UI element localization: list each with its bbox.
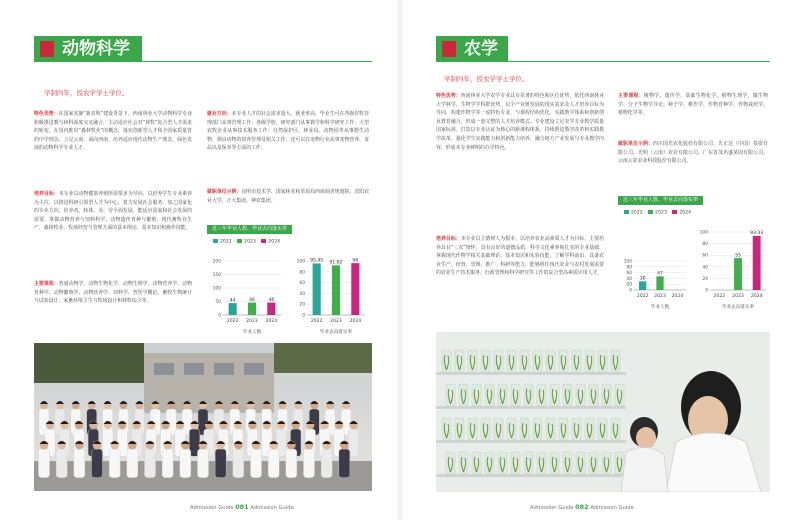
right-feature-paragraph [436, 92, 604, 152]
right-graduates-chart [618, 224, 690, 312]
right-course-paragraph [618, 92, 768, 118]
legend-swatch-2024 [672, 210, 677, 214]
value-label: 93.33 [750, 231, 764, 237]
shelf [436, 474, 626, 477]
right-page-title: 农学 [464, 39, 498, 59]
person-body [251, 449, 262, 478]
y-tick-label: 40 [299, 291, 305, 297]
y-tick-label: 20 [626, 282, 632, 288]
lab-photo-illustration [436, 332, 770, 492]
left-feature-paragraph [34, 110, 192, 153]
y-tick-label: 60 [626, 271, 632, 277]
person-body [109, 449, 120, 478]
paragraph-label: 培养目标： [436, 236, 461, 242]
footer-text: Admission Guide [190, 505, 234, 511]
bar [248, 303, 256, 315]
left-employer-paragraph [207, 188, 369, 205]
paragraph-label: 培养目标： [34, 191, 59, 197]
value-label: 46 [268, 297, 275, 303]
bar [313, 263, 321, 315]
x-axis-label: 毕业去向落实率 [319, 330, 353, 335]
person-body [74, 449, 85, 478]
y-tick-label: 60 [299, 281, 305, 287]
right-page [400, 0, 800, 520]
left-footer [190, 503, 294, 511]
x-tick-label: 2022 [226, 319, 239, 324]
bar [734, 258, 742, 290]
paragraph-text: 在国家实施“新农科”建设背景下，西南林业大学动物科学专业积极推进教与林科深度交叉融合，主动适应社会对“林牧”复合型人才需求的转变，在国内推出“森林牧业”的概念，落实创新型人才和全国家质量育的中学理念，立足云南，面向西南，培养适应现代动物生产理念，绿色发展的动物科学专业人才。 [34, 111, 192, 152]
person-body [233, 449, 244, 478]
legend-label: 2022 [220, 239, 232, 245]
value-label: 47 [657, 271, 663, 277]
person-body [215, 449, 226, 478]
legend-swatch-2022 [213, 239, 218, 243]
paragraph-text: 植物学、遗传学、基础生物化学、植物生理学、微生物学、分子生物学导论、种子学、耕作学、作物育种学、作物栽培学、植物化学等。 [618, 93, 768, 117]
value-label: 91.82 [329, 260, 343, 266]
red-block-icon [442, 41, 456, 57]
left-graduates-chart [207, 253, 285, 337]
legend-swatch-2023 [648, 210, 653, 214]
person-body [339, 449, 350, 478]
x-tick-label: 2024 [349, 319, 362, 324]
value-label: 55 [735, 253, 741, 259]
y-tick-label: 100 [623, 259, 632, 265]
bar [639, 281, 646, 290]
bar [229, 303, 237, 315]
x-tick-label: 2024 [265, 319, 278, 324]
x-tick-label: 2022 [713, 294, 726, 299]
paragraph-label: 主要课程： [618, 93, 644, 99]
bar [656, 276, 663, 290]
person-body [145, 449, 156, 478]
y-tick-label: 200 [212, 259, 221, 265]
x-tick-label: 2023 [654, 294, 666, 299]
legend-swatch-2024 [261, 239, 266, 243]
person-body [286, 449, 297, 478]
bar [351, 263, 359, 315]
left-chart-header: 近三年毕业人数、毕业去向落实率 [207, 225, 292, 234]
lab-photo [436, 332, 770, 492]
left-career-paragraph [207, 110, 369, 153]
left-course-paragraph [34, 280, 192, 306]
footer-text: Admission Guide [250, 505, 294, 511]
y-tick-label: 80 [626, 265, 632, 271]
paragraph-label: 就职单位示例： [207, 189, 242, 195]
value-label: 30 [639, 276, 646, 282]
right-subtitle: 学制四年，授农学学士学位。 [444, 75, 529, 83]
y-tick-label: 0 [218, 313, 221, 319]
right-title-rule [508, 61, 770, 62]
left-page-number: 081 [235, 503, 249, 511]
y-tick-label: 100 [212, 286, 221, 292]
person-body [268, 449, 279, 478]
x-tick-label: 2022 [310, 319, 323, 324]
left-chart-box [207, 225, 372, 340]
y-tick-label: 100 [296, 259, 305, 265]
x-tick-label: 2023 [246, 319, 258, 324]
paragraph-text: 西南林业大学农学专业具有显著的特色和区位优势，依托西南林业大学林学、生物学学科群优势，以全产业链发展的现实需求及人才培养目标为导向，构建作物学等一流特色专业，与课程结构优化、实践教学体系和创新创业教育融合，形成一套完整的人才培养模式。专业建设立足农学专业教学质量国家标准，打造以专业认证为核心的新课程体系，持续推进教学改革和实践教学改革，强化学生实践能力和创新能力培养，融合地方产业发展与专业教学内容，形成本专业鲜明的办学特色。 [436, 93, 604, 151]
legend-swatch-2023 [237, 239, 242, 243]
left-placement-rate-chart [291, 253, 369, 337]
legend-label: 2022 [631, 210, 643, 216]
y-tick-label: 40 [626, 276, 632, 282]
x-tick-label: 2024 [750, 294, 763, 299]
group-photo [34, 343, 372, 491]
paragraph-text: 四川国光农化股份有限公司、先正达（中国）投资有限公司、光明（云南）农业有限公司、广东省茂名盛某园有限公司、云南云农农业科技股份有限公司。 [618, 141, 768, 165]
paragraph-label: 就业方向： [207, 111, 232, 117]
red-block-icon [40, 41, 54, 57]
person-body [198, 449, 209, 478]
person-body [39, 449, 50, 478]
value-label: 44 [229, 298, 236, 304]
left-subtitle: 学制四年，授农学学士学位。 [44, 89, 129, 97]
y-tick-label: 40 [702, 265, 708, 271]
legend-label: 2023 [655, 210, 667, 216]
value-label: 96 [352, 258, 359, 264]
footer-text: Admission Guide [530, 505, 574, 511]
paragraph-text: 本专业以动物健康养殖所需要求为导向，以培养学生专业素养为主位，以推进科研引领型人才为中心，着力发展社会服务，加之国家化的专业方向，培养者、转体、美、劳全面发展，能适应国家和社会发展的需要，掌握动物营养与饲料科学、动物遗传育种与繁殖、现代畜牧业生产、森林牧业、牧场经营与管理方面的基本理论、基本知识和操作技能。 [34, 191, 192, 232]
left-title-bar [34, 36, 142, 62]
bar [753, 236, 761, 290]
right-title-bar [436, 36, 508, 62]
legend-label: 2023 [244, 239, 256, 245]
x-tick-label: 2022 [636, 294, 649, 299]
footer-text: Admission Guide [590, 505, 634, 511]
x-tick-label: 2024 [671, 294, 684, 299]
right-goal-paragraph [436, 235, 604, 278]
paragraph-text: 本专业以立德树人为根本，以培养农业高素质人才为目标，主要培养具有“三农”情怀，具有良好的道德品质，科学文化素养和扎实的专业基础，掌握现代作物学相关基础理论、基本知识和实验技能，了解学科前沿，具备农业生产、经营、管理、推广、科研等能力，能够胜任现代农业与农村发展需要的农业生产技术服务、行政管理和科学研究等工作的复合型高素质应用人才。 [436, 236, 604, 277]
person-body [304, 449, 315, 478]
legend-label: 2024 [268, 239, 281, 245]
y-tick-label: 0 [629, 288, 632, 294]
left-title-rule [142, 61, 372, 62]
legend-label: 2024 [679, 210, 692, 216]
right-footer [530, 503, 634, 511]
legend-swatch-2022 [624, 210, 629, 214]
x-axis-label: 毕业人数 [650, 305, 670, 310]
value-label: 95.45 [310, 258, 324, 264]
right-chart-legend [620, 210, 691, 216]
y-tick-label: 80 [702, 242, 708, 248]
right-chart-box [618, 196, 770, 314]
right-chart-header: 近三年毕业人数、毕业去向落实率 [618, 196, 703, 205]
group-photo-illustration [34, 343, 372, 491]
person-body [321, 449, 332, 478]
left-chart-legend [209, 239, 280, 245]
shelf [436, 406, 626, 409]
bar [332, 265, 340, 315]
right-page-number: 082 [575, 503, 589, 511]
paragraph-label: 特色优势： [436, 93, 461, 99]
y-tick-label: 150 [212, 273, 221, 278]
y-tick-label: 100 [699, 230, 708, 236]
person-body [162, 449, 173, 478]
person-body [180, 449, 191, 478]
paragraph-text: 普通动物学、动物生物化学、动物生理学、动物营养学、动物育种学、动物繁殖学、动物营养学、饲料学、普医学概论、畜牧生物统计与试验设计、家畜环境卫生与牧场设计和林牧综合等。 [34, 281, 192, 305]
right-employer-paragraph [618, 140, 768, 166]
bar [267, 303, 275, 315]
y-tick-label: 50 [215, 300, 221, 305]
shelf [436, 440, 626, 443]
y-tick-label: 20 [299, 302, 305, 308]
x-tick-label: 2023 [732, 294, 744, 299]
paragraph-label: 特色优势： [34, 111, 59, 117]
paragraph-label: 就职单位示例： [618, 141, 654, 147]
y-tick-label: 0 [302, 313, 305, 319]
y-tick-label: 60 [702, 253, 708, 259]
person-body [92, 449, 103, 478]
y-tick-label: 20 [702, 276, 708, 282]
shelf [436, 372, 626, 375]
x-tick-label: 2023 [330, 319, 342, 324]
person-body [127, 449, 138, 478]
right-placement-rate-chart [694, 224, 770, 312]
value-label: 46 [249, 297, 255, 303]
left-goal-paragraph [34, 190, 192, 233]
paragraph-text: 本专业人才的社会需求量大，就业率高，毕业生可在各级农牧管理部门从事管理工作；各级学校、研究部门从事教学和科学研究工作；大型农牧企业从事技术服务工作；自然保护区、林业局、动物园等从事野生动物、驯良动物的饲养管理及相关工作；还可以在宠物行业从事宠物营养、食品以及保养等方面的工作。 [207, 111, 369, 152]
y-tick-label: 0 [705, 288, 708, 294]
left-page-title: 动物科学 [62, 39, 130, 59]
y-tick-label: 80 [299, 270, 305, 276]
x-axis-label: 毕业人数 [242, 330, 262, 335]
paragraph-text: 昆明市技术学、国家林业和草原局西南调查规划院、沈阳农业大学、正大集团、神农集团。 [207, 189, 369, 204]
x-axis-label: 毕业去向落实率 [721, 305, 755, 310]
person-body [56, 449, 67, 478]
paragraph-label: 主要课程： [34, 281, 59, 287]
